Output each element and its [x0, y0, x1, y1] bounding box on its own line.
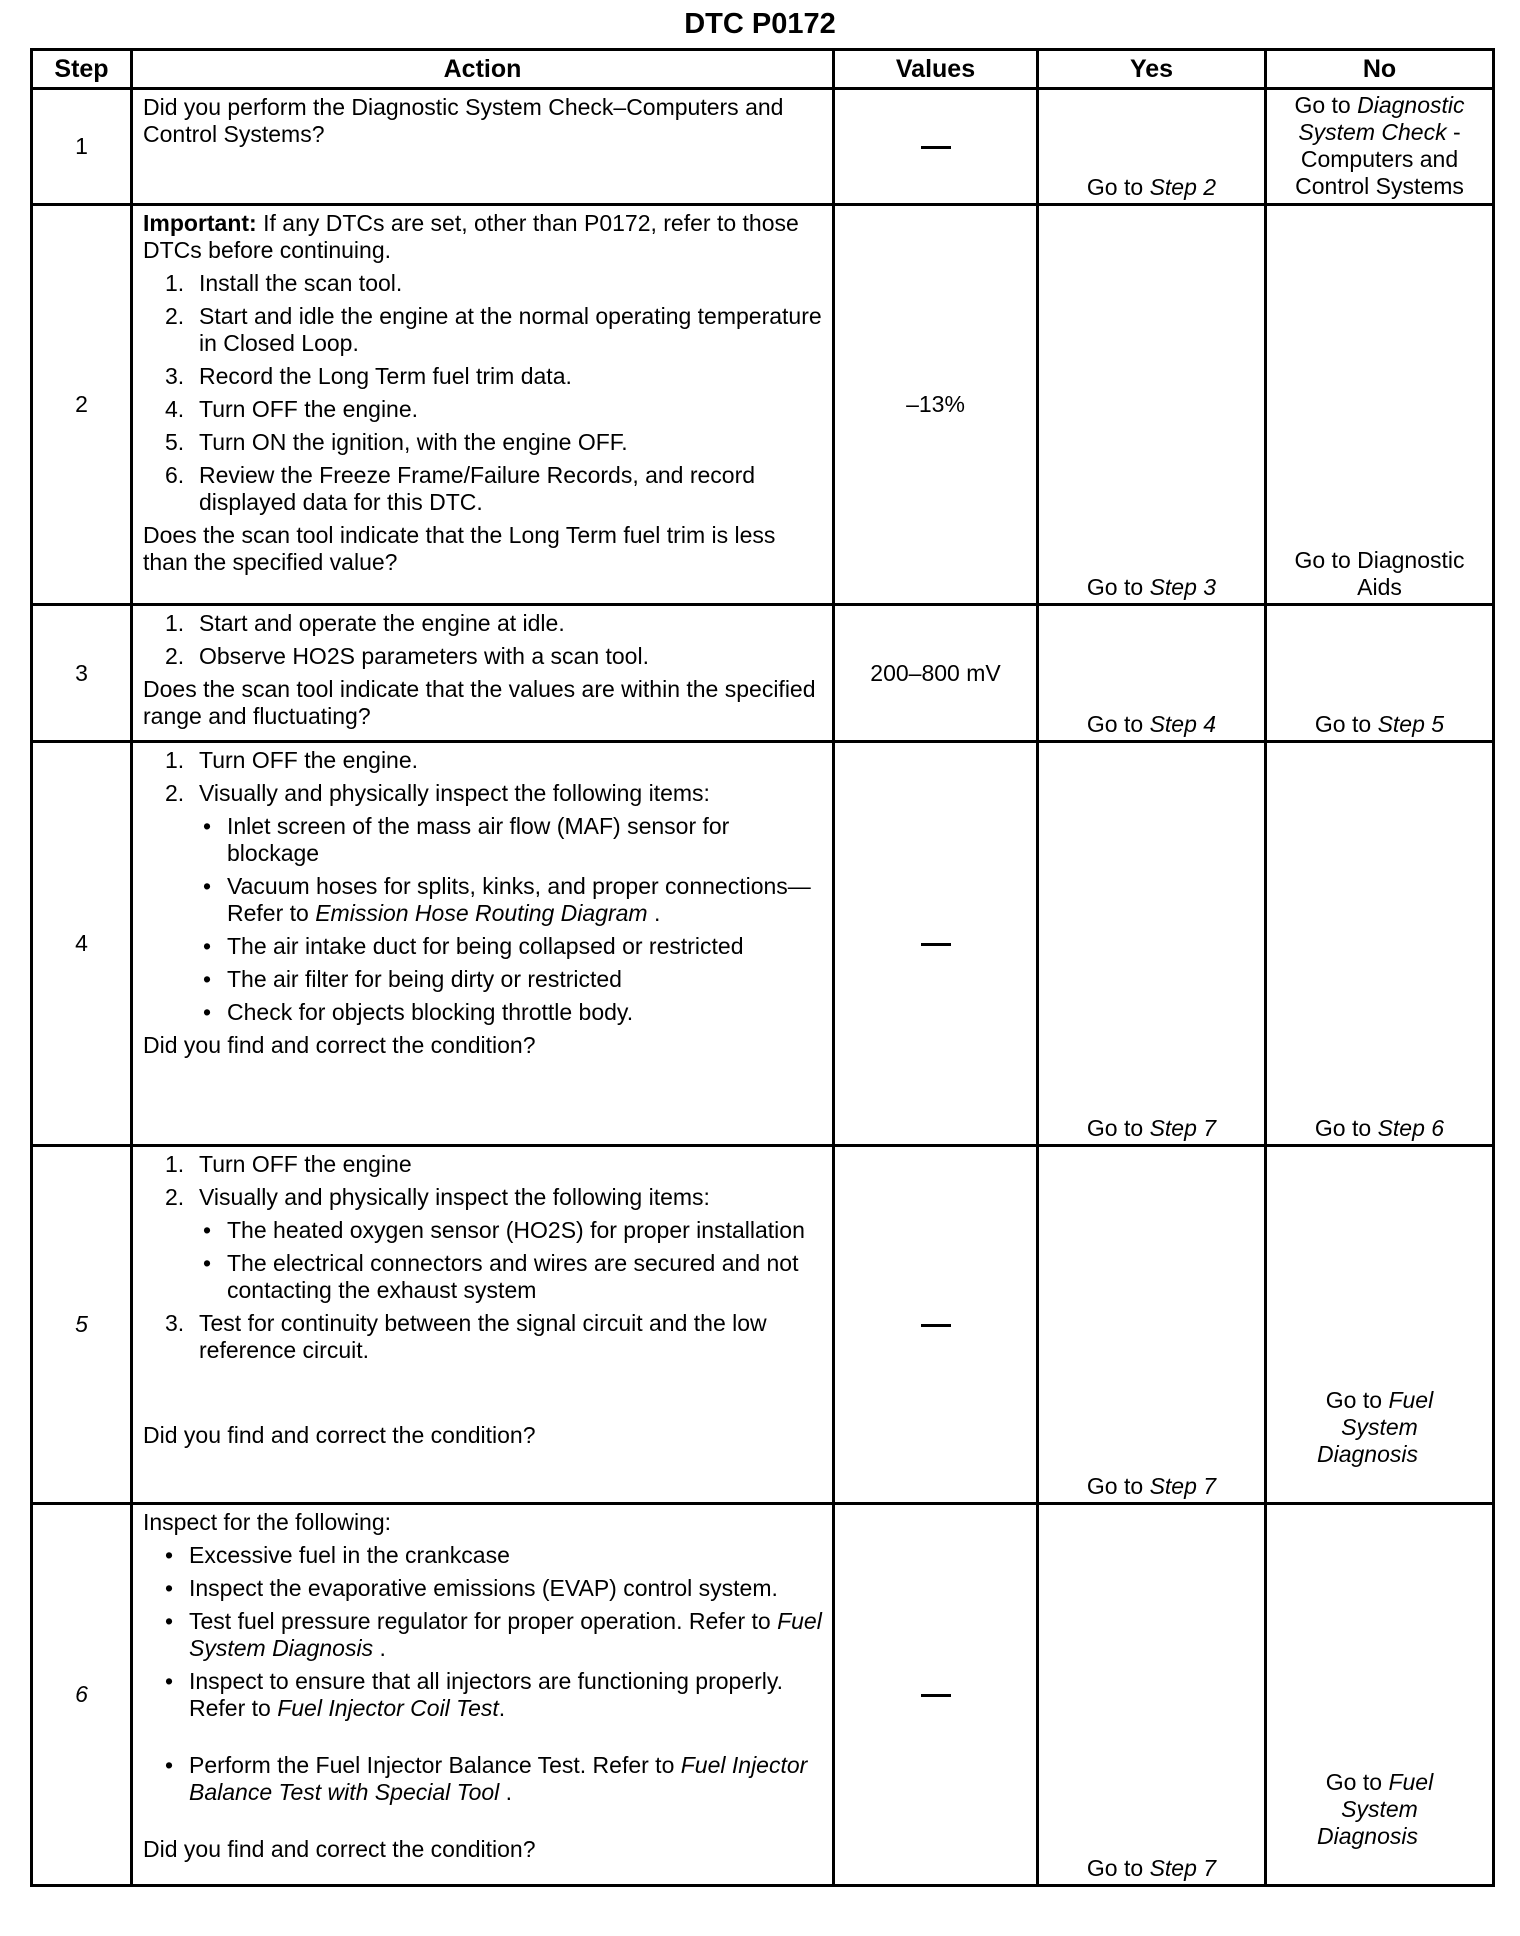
header-step: Step — [32, 50, 132, 89]
values-cell: 200–800 mV — [834, 605, 1038, 742]
fuel-system-diagnosis-link[interactable]: Fuel — [1388, 1769, 1434, 1795]
no-cell: Go to Step 6 — [1266, 742, 1494, 1146]
diagnostic-table — [30, 48, 1495, 1887]
emission-hose-routing-link[interactable]: Emission Hose Routing Diagram — [315, 900, 648, 926]
procedure-step: 2. Visually and physically inspect the following items: — [165, 1184, 710, 1210]
values-cell: –13% — [834, 205, 1038, 605]
bullet-icon: • — [203, 813, 212, 839]
table-row — [32, 1504, 1494, 1886]
bullet-item: • The air intake duct for being collapsed or restricted — [203, 933, 744, 959]
procedure-step: 5. Turn ON the ignition, with the engine OFF. — [165, 429, 628, 455]
procedure-step: 2. Start and idle the engine at the normal operating temperature in Closed Loop. — [165, 303, 822, 356]
bullet-item: • Test fuel pressure regulator for proper operation. Refer to Fuel System Diagnosis . — [165, 1608, 822, 1661]
yes-cell: Go to Step 3 — [1038, 205, 1266, 605]
bullet-item: • Inspect the evaporative emissions (EVAP) control system. — [165, 1575, 778, 1601]
procedure-step: 2. Observe HO2S parameters with a scan tool. — [165, 643, 649, 669]
dash-icon — [921, 1324, 951, 1327]
dash-icon — [921, 943, 951, 946]
yes-cell: Go to Step 7 — [1038, 1146, 1266, 1504]
yes-cell: Go to Step 7 — [1038, 742, 1266, 1146]
yes-cell: Go to Step 4 — [1038, 605, 1266, 742]
bullet-item: • Inspect to ensure that all injectors are functioning properly. Refer to Fuel Injector Coil Test. — [165, 1668, 784, 1721]
step-number: 3 — [32, 605, 132, 742]
dash-icon — [921, 146, 951, 149]
bullet-item: • Inlet screen of the mass air flow (MAF) sensor for blockage — [203, 813, 730, 866]
bullet-icon: • — [203, 873, 212, 899]
values-cell — [834, 742, 1038, 1146]
step-link[interactable]: Step 2 — [1149, 174, 1217, 200]
procedure-step: 1. Turn OFF the engine. — [165, 747, 419, 773]
header-row — [32, 50, 1494, 89]
bullet-icon: • — [203, 1250, 212, 1276]
step-link[interactable]: Step 7 — [1149, 1473, 1217, 1499]
action-cell — [132, 89, 834, 205]
no-cell: Go to Fuel System Diagnosis — [1266, 1146, 1494, 1504]
step-link[interactable]: Step 7 — [1149, 1115, 1217, 1141]
diagnostic-system-check-link[interactable]: Diagnostic System Check — [1298, 92, 1465, 145]
values-cell — [834, 1146, 1038, 1504]
bullet-item: • The air filter for being dirty or restricted — [203, 966, 622, 992]
fuel-system-diagnosis-link[interactable]: Fuel — [1388, 1387, 1434, 1413]
bullet-icon: • — [165, 1542, 174, 1568]
step-number: 1 — [32, 89, 132, 205]
action-intro: Did you perform the Diagnostic System Check–Computers and Control Systems? — [143, 94, 784, 147]
bullet-item: • The heated oxygen sensor (HO2S) for proper installation — [203, 1217, 805, 1243]
bullet-icon: • — [203, 999, 212, 1025]
bullet-item: • Perform the Fuel Injector Balance Test. Refer to Fuel Injector Balance Test with Special Tool . — [165, 1752, 808, 1805]
document-title: DTC P0172 — [684, 8, 836, 40]
action-question: Did you find and correct the condition? — [143, 1422, 536, 1448]
table-row — [32, 205, 1494, 605]
values-cell — [834, 1504, 1038, 1886]
action-cell — [132, 205, 834, 605]
yes-cell: Go to Step 2 — [1038, 89, 1266, 205]
fuel-system-diagnosis-link[interactable]: Fuel System Diagnosis — [189, 1608, 822, 1661]
procedure-step: 1. Turn OFF the engine — [165, 1151, 412, 1177]
fuel-injector-balance-test-link[interactable]: Fuel Injector Balance Test with Special Tool — [189, 1752, 808, 1805]
bullet-icon: • — [165, 1608, 174, 1634]
action-cell — [132, 1146, 834, 1504]
action-question: Did you find and correct the condition? — [143, 1032, 536, 1058]
step-number: 4 — [32, 742, 132, 1146]
table-row — [32, 742, 1494, 1146]
no-cell: Go to Fuel System Diagnosis — [1266, 1504, 1494, 1886]
step-link[interactable]: Step 7 — [1149, 1855, 1217, 1881]
step-number: 6 — [32, 1504, 132, 1886]
procedure-step: 3. Record the Long Term fuel trim data. — [165, 363, 572, 389]
important-label: Important: — [143, 210, 257, 236]
procedure-step: 6. Review the Freeze Frame/Failure Records, and record displayed data for this DTC. — [165, 462, 756, 515]
action-question: Does the scan tool indicate that the Long Term fuel trim is less than the specified value? — [143, 522, 776, 575]
action-intro: Inspect for the following: — [143, 1509, 392, 1535]
bullet-item: • Excessive fuel in the crankcase — [165, 1542, 510, 1568]
table-row — [32, 89, 1494, 205]
fuel-injector-coil-test-link[interactable]: Fuel Injector Coil Test — [277, 1695, 499, 1721]
diagnostic-aids-link[interactable]: Go to Diagnostic Aids — [1294, 547, 1465, 600]
step-number: 2 — [32, 205, 132, 605]
dash-icon — [921, 1694, 951, 1697]
bullet-item: • The electrical connectors and wires are secured and not contacting the exhaust system — [203, 1250, 799, 1303]
procedure-step: 1. Start and operate the engine at idle. — [165, 610, 565, 636]
no-cell — [1266, 205, 1494, 605]
header-action: Action — [132, 50, 834, 89]
header-no: No — [1266, 50, 1494, 89]
table-row — [32, 1146, 1494, 1504]
header-values: Values — [834, 50, 1038, 89]
yes-cell: Go to Step 7 — [1038, 1504, 1266, 1886]
bullet-icon: • — [203, 966, 212, 992]
bullet-icon: • — [165, 1575, 174, 1601]
bullet-icon: • — [203, 1217, 212, 1243]
action-cell — [132, 605, 834, 742]
important-text: If any DTCs are set, other than P0172, refer to those DTCs before continuing. — [143, 210, 799, 263]
step-number: 5 — [32, 1146, 132, 1504]
action-question: Did you find and correct the condition? — [143, 1836, 536, 1862]
no-cell: Go to Step 5 — [1266, 605, 1494, 742]
values-cell — [834, 89, 1038, 205]
header-yes: Yes — [1038, 50, 1266, 89]
bullet-icon: • — [165, 1752, 174, 1778]
bullet-icon: • — [203, 933, 212, 959]
step-link[interactable]: Step 4 — [1149, 711, 1217, 737]
bullet-item: • Vacuum hoses for splits, kinks, and proper connections—Refer to Emission Hose Routing Diagram . — [203, 873, 811, 926]
procedure-step: 3. Test for continuity between the signal circuit and the low reference circuit. — [165, 1310, 767, 1363]
bullet-item: • Check for objects blocking throttle body. — [203, 999, 634, 1025]
procedure-step: 1. Install the scan tool. — [165, 270, 403, 296]
action-question: Does the scan tool indicate that the values are within the specified range and fluctuating? — [143, 676, 816, 729]
step-link[interactable]: Step 5 — [1377, 711, 1445, 737]
no-cell: Go to Diagnostic System Check - Computers and Control Systems — [1266, 89, 1494, 205]
step-link[interactable]: Step 3 — [1149, 574, 1217, 600]
action-cell — [132, 1504, 834, 1886]
bullet-icon: • — [165, 1668, 174, 1694]
procedure-step: 2. Visually and physically inspect the following items: — [165, 780, 710, 806]
procedure-step: 4. Turn OFF the engine. — [165, 396, 419, 422]
table-row — [32, 605, 1494, 742]
step-link[interactable]: Step 6 — [1377, 1115, 1445, 1141]
action-cell — [132, 742, 834, 1146]
